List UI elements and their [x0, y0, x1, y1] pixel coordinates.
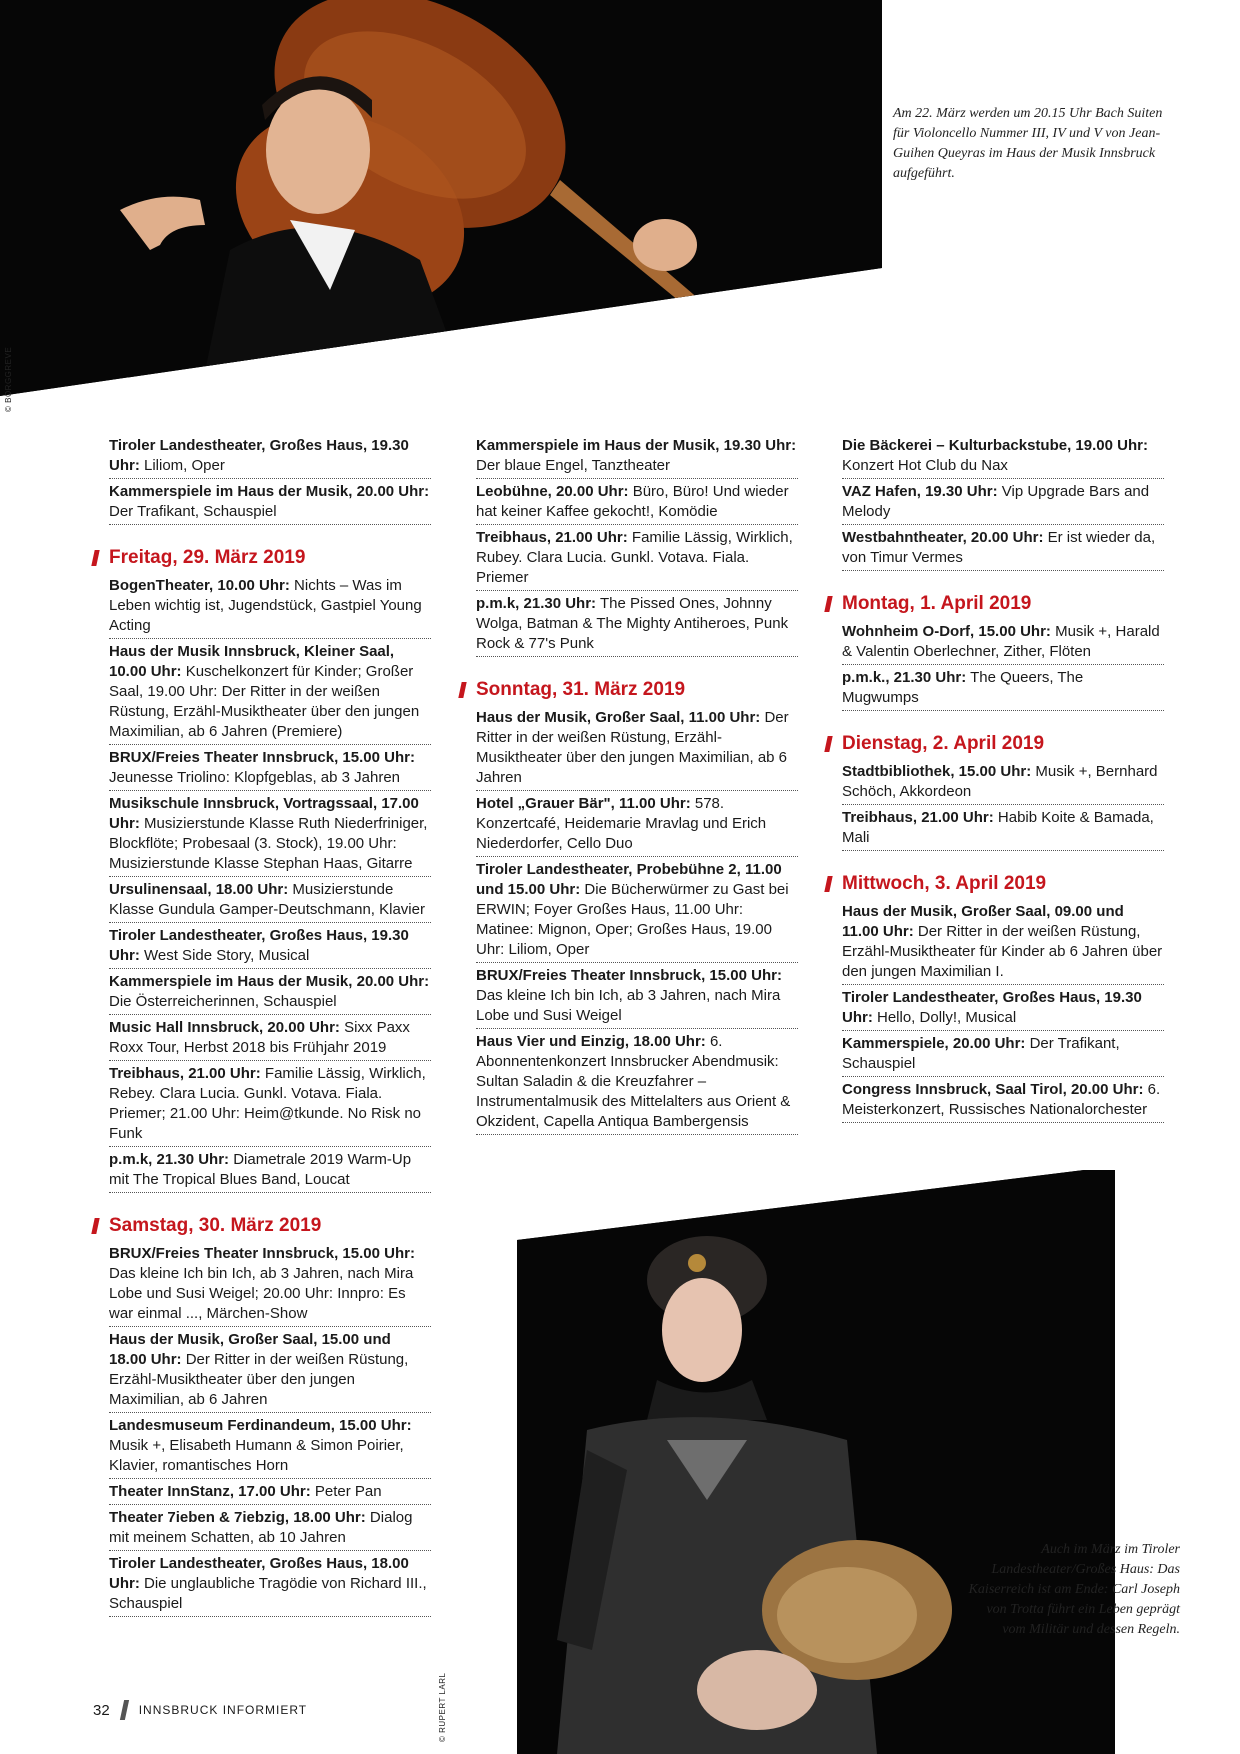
event-entry: Westbahntheater, 20.00 Uhr: Er ist wieder da, von Timur Vermes: [842, 528, 1164, 571]
page-number: 32: [93, 1701, 110, 1719]
event-entry: Tiroler Landestheater, Probebühne 2, 11.00 und 15.00 Uhr: Die Bücherwürmer zu Gast bei ERWIN; Foyer Großes Haus, 11.00 Uhr: Matinee: Mignon, Oper; Großes Haus, 19.00 Uhr: Liliom, Oper: [476, 860, 798, 963]
events-block: [842, 873, 1164, 1123]
event-entry: VAZ Hafen, 19.30 Uhr: Vip Upgrade Bars and Melody: [842, 482, 1164, 525]
event-entry: Tiroler Landestheater, Großes Haus, 19.30 Uhr: Hello, Dolly!, Musical: [842, 988, 1164, 1031]
day-heading: Montag, 1. April 2019: [826, 593, 1164, 615]
events-block: [842, 593, 1164, 711]
event-entry: Kammerspiele im Haus der Musik, 19.30 Uhr: Der blaue Engel, Tanztheater: [476, 436, 798, 479]
event-entry: Music Hall Innsbruck, 20.00 Uhr: Sixx Paxx Roxx Tour, Herbst 2018 bis Frühjahr 2019: [109, 1018, 431, 1061]
event-entry: BRUX/Freies Theater Innsbruck, 15.00 Uhr: Jeunesse Triolino: Klopfgeblas, ab 3 Jahren: [109, 748, 431, 791]
event-entry: Kammerspiele im Haus der Musik, 20.00 Uhr: Der Trafikant, Schauspiel: [109, 482, 431, 525]
event-entry: Tiroler Landestheater, Großes Haus, 19.30 Uhr: West Side Story, Musical: [109, 926, 431, 969]
bottom-photo-caption: Auch im März im Tiroler Landestheater/Großes Haus: Das Kaiserreich ist am Ende: Carl Joseph von Trotta führt ein Leben geprägt vom Militär und dessen Regeln.: [968, 1542, 1180, 1637]
events-column-1: [109, 436, 431, 1620]
event-entry: Ursulinensaal, 18.00 Uhr: Musizierstunde Klasse Gundula Gamper-Deutschmann, Klavier: [109, 880, 431, 923]
theater-photo: [517, 1170, 1115, 1754]
event-entry: Haus der Musik, Großer Saal, 09.00 und 11.00 Uhr: Der Ritter in der weißen Rüstung, Erzähl-Musiktheater für Kinder ab 6 Jahren über den jungen Maximilian I.: [842, 902, 1164, 985]
events-block: [109, 547, 431, 1193]
events-column-3: [842, 436, 1164, 1126]
event-entry: Haus Vier und Einzig, 18.00 Uhr: 6. Abonnentenkonzert Innsbrucker Abendmusik: Sultan Saladin & die Kreuzfahrer – Instrumentalmusik des Mittelalters aus Orient & Okzident, Capella Antiqua Bambergensis: [476, 1032, 798, 1135]
events-block: [476, 436, 798, 657]
bottom-photo-credit: © RUPERT LARL: [438, 1672, 447, 1742]
top-photo-credit: © BORGGREVE: [4, 346, 13, 412]
event-entry: Haus der Musik, Großer Saal, 11.00 Uhr: Der Ritter in der weißen Rüstung, Erzähl-Musiktheater über den jungen Maximilian, ab 6 Jahren: [476, 708, 798, 791]
event-entry: p.m.k, 21.30 Uhr: The Pissed Ones, Johnny Wolga, Batman & The Mighty Antiheroes, Punk Rock & 77's Punk: [476, 594, 798, 657]
event-entry: Treibhaus, 21.00 Uhr: Familie Lässig, Wirklich, Rebey. Clara Lucia. Gunkl. Votava. Fiala. Priemer; 21.00 Uhr: Heim@tkunde. No Risk no Funk: [109, 1064, 431, 1147]
day-heading: Freitag, 29. März 2019: [93, 547, 431, 569]
slash-icon: [120, 1700, 129, 1720]
event-entry: Congress Innsbruck, Saal Tirol, 20.00 Uhr: 6. Meisterkonzert, Russisches Nationalorchester: [842, 1080, 1164, 1123]
event-entry: Stadtbibliothek, 15.00 Uhr: Musik +, Bernhard Schöch, Akkordeon: [842, 762, 1164, 805]
event-entry: BogenTheater, 10.00 Uhr: Nichts – Was im Leben wichtig ist, Jugendstück, Gastpiel Young Acting: [109, 576, 431, 639]
cellist-photo: [0, 0, 882, 396]
day-heading: Dienstag, 2. April 2019: [826, 733, 1164, 755]
event-entry: Hotel „Grauer Bär", 11.00 Uhr: 578. Konzertcafé, Heidemarie Mravlag und Erich Niederdorfer, Cello Duo: [476, 794, 798, 857]
publication-name: INNSBRUCK INFORMIERT: [138, 1703, 308, 1717]
top-photo-caption: Am 22. März werden um 20.15 Uhr Bach Suiten für Violoncello Nummer III, IV und V von Jean-Guihen Queyras im Haus der Musik Innsbruck aufgeführt.: [893, 106, 1163, 181]
event-entry: Wohnheim O-Dorf, 15.00 Uhr: Musik +, Harald & Valentin Oberlechner, Zither, Flöten: [842, 622, 1164, 665]
event-entry: Die Bäckerei – Kulturbackstube, 19.00 Uhr: Konzert Hot Club du Nax: [842, 436, 1164, 479]
events-block: [842, 733, 1164, 851]
event-entry: Treibhaus, 21.00 Uhr: Habib Koite & Bamada, Mali: [842, 808, 1164, 851]
day-heading: Samstag, 30. März 2019: [93, 1215, 431, 1237]
day-heading: Sonntag, 31. März 2019: [460, 679, 798, 701]
event-entry: Kammerspiele im Haus der Musik, 20.00 Uhr: Die Österreicherinnen, Schauspiel: [109, 972, 431, 1015]
event-entry: Musikschule Innsbruck, Vortragssaal, 17.00 Uhr: Musizierstunde Klasse Ruth Niederfriniger, Blockflöte; Probesaal (3. Stock), 19.00 Uhr: Musizierstunde Klasse Stephan Haas, Gitarre: [109, 794, 431, 877]
events-block: [109, 1215, 431, 1617]
day-heading: Mittwoch, 3. April 2019: [826, 873, 1164, 895]
events-block: [109, 436, 431, 525]
page-footer: [93, 1700, 307, 1720]
event-entry: Treibhaus, 21.00 Uhr: Familie Lässig, Wirklich, Rubey. Clara Lucia. Gunkl. Votava. Fiala. Priemer: [476, 528, 798, 591]
event-entry: Theater InnStanz, 17.00 Uhr: Peter Pan: [109, 1482, 431, 1505]
event-entry: Haus der Musik, Großer Saal, 15.00 und 18.00 Uhr: Der Ritter in der weißen Rüstung, Erzähl-Musiktheater über den jungen Maximilian, ab 6 Jahren: [109, 1330, 431, 1413]
event-entry: p.m.k, 21.30 Uhr: Diametrale 2019 Warm-Up mit The Tropical Blues Band, Loucat: [109, 1150, 431, 1193]
event-entry: Tiroler Landestheater, Großes Haus, 18.00 Uhr: Die unglaubliche Tragödie von Richard III., Schauspiel: [109, 1554, 431, 1617]
event-entry: Tiroler Landestheater, Großes Haus, 19.30 Uhr: Liliom, Oper: [109, 436, 431, 479]
event-entry: Kammerspiele, 20.00 Uhr: Der Trafikant, Schauspiel: [842, 1034, 1164, 1077]
event-entry: Leobühne, 20.00 Uhr: Büro, Büro! Und wieder hat keiner Kaffee gekocht!, Komödie: [476, 482, 798, 525]
event-entry: Theater 7ieben & 7iebzig, 18.00 Uhr: Dialog mit meinem Schatten, ab 10 Jahren: [109, 1508, 431, 1551]
event-entry: Landesmuseum Ferdinandeum, 15.00 Uhr: Musik +, Elisabeth Humann & Simon Poirier, Klavier, romantisches Horn: [109, 1416, 431, 1479]
event-entry: p.m.k., 21.30 Uhr: The Queers, The Mugwumps: [842, 668, 1164, 711]
event-entry: Haus der Musik Innsbruck, Kleiner Saal, 10.00 Uhr: Kuschelkonzert für Kinder; Großer Saal, 19.00 Uhr: Der Ritter in der weißen Rüstung, Erzähl-Musiktheater über den jungen Maximilian, ab 6 Jahren (Premiere): [109, 642, 431, 745]
event-entry: BRUX/Freies Theater Innsbruck, 15.00 Uhr: Das kleine Ich bin Ich, ab 3 Jahren, nach Mira Lobe und Susi Weigel: [476, 966, 798, 1029]
events-column-2: [476, 436, 798, 1138]
events-block: [476, 679, 798, 1135]
event-entry: BRUX/Freies Theater Innsbruck, 15.00 Uhr: Das kleine Ich bin Ich, ab 3 Jahren, nach Mira Lobe und Susi Weigel; 20.00 Uhr: Innpro: Es war einmal ..., Märchen-Show: [109, 1244, 431, 1327]
events-block: [842, 436, 1164, 571]
